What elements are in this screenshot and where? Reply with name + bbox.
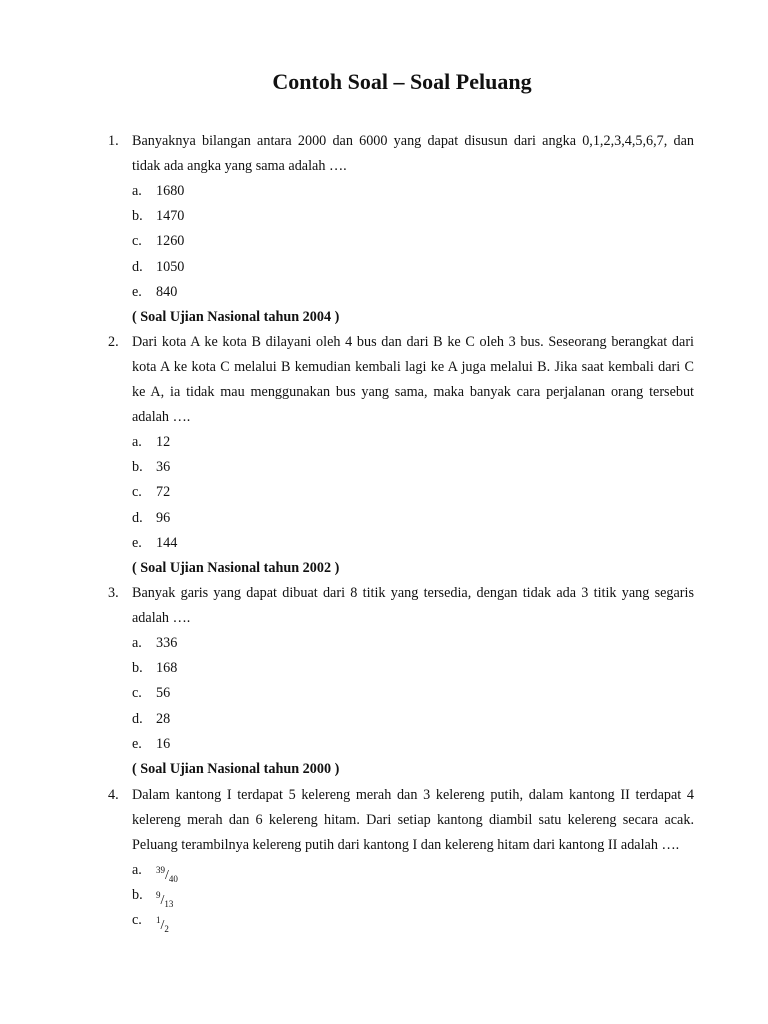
option-a: a. 1680	[132, 179, 694, 204]
question-number: 1.	[108, 133, 119, 149]
option-a: a. $^{39}/_{40}$	[132, 858, 694, 883]
option-fraction: $^{39}/_{40}$	[156, 865, 178, 884]
question-number: 3.	[108, 585, 119, 601]
option-value: 56	[156, 685, 171, 702]
option-value: 16	[156, 735, 171, 752]
question-source: ( Soal Ujian Nasional tahun 2004 )	[132, 308, 340, 325]
option-b: b. 1470	[132, 204, 694, 229]
option-c: c. 56	[132, 681, 694, 706]
option-fraction: $^1/_2$	[156, 915, 169, 935]
option-value: 36	[156, 459, 171, 476]
option-e: e. 840	[132, 280, 694, 305]
question-4	[108, 783, 694, 934]
option-value: 336	[156, 635, 178, 651]
option-e: e. 144	[132, 531, 694, 556]
option-value: 1050	[156, 258, 185, 275]
question-source: ( Soal Ujian Nasional tahun 2000 )	[132, 760, 340, 777]
question-1	[108, 129, 694, 330]
option-list	[132, 430, 694, 556]
option-a: a. 336	[132, 631, 694, 656]
question-number: 4.	[108, 787, 119, 803]
option-value: 168	[156, 660, 178, 677]
option-fraction: $^9/_{13}$	[156, 890, 174, 910]
option-list	[132, 179, 694, 305]
option-a: a. 12	[132, 430, 694, 455]
question-number: 2.	[108, 334, 119, 350]
option-value: 72	[156, 484, 171, 501]
option-value: 96	[156, 509, 171, 526]
option-c: c. 1260	[132, 229, 694, 254]
question-3	[108, 581, 694, 782]
option-value: 840	[156, 283, 178, 300]
option-list	[132, 858, 694, 934]
option-e: e. 16	[132, 732, 694, 757]
option-b: b. 168	[132, 656, 694, 681]
option-b: b. $^9/_{13}$	[132, 883, 694, 908]
question-text: Banyaknya bilangan antara 2000 dan 6000 yang dapat disusun dari angka 0,1,2,3,4,5,6,7, dan tidak ada angka yang sama adalah ….	[132, 133, 694, 174]
option-value: 144	[156, 534, 178, 551]
option-value: 1260	[156, 233, 185, 250]
question-text: Banyak garis yang dapat dibuat dari 8 titik yang tersedia, dengan tidak ada 3 titik yang segaris adalah ….	[132, 585, 694, 626]
option-d: d. 1050	[132, 255, 694, 280]
option-b: b. 36	[132, 455, 694, 480]
question-text: Dalam kantong I terdapat 5 kelereng merah dan 3 kelereng putih, dalam kantong II terdapat 4 kelereng merah dan 6 kelereng hitam. Dari setiap kantong diambil satu kelereng secara acak. Peluang terambilnya kelereng putih dari kantong I dan kelereng hitam dari kantong II adalah ….	[132, 787, 694, 853]
option-list	[132, 631, 694, 757]
option-d: d. 28	[132, 707, 694, 732]
option-d: d. 96	[132, 506, 694, 531]
question-source: ( Soal Ujian Nasional tahun 2002 )	[132, 559, 340, 576]
option-value: 1680	[156, 183, 185, 199]
option-value: 1470	[156, 208, 185, 225]
question-2	[108, 330, 694, 581]
option-value: 28	[156, 710, 171, 727]
question-text: Dari kota A ke kota B dilayani oleh 4 bus dan dari B ke C oleh 3 bus. Seseorang berangkat dari kota A ke kota C melalui B kemudian kembali lagi ke A juga melalui B. Jika saat kembali dari C ke A, ia tidak mau menggunakan bus yang sama, maka banyak cara perjalanan orang tersebut adalah ….	[132, 334, 694, 425]
page-title: Contoh Soal – Soal Peluang	[272, 69, 532, 94]
option-c: c. $^1/_2$	[132, 908, 694, 933]
option-c: c. 72	[132, 480, 694, 505]
option-value: 12	[156, 434, 171, 450]
